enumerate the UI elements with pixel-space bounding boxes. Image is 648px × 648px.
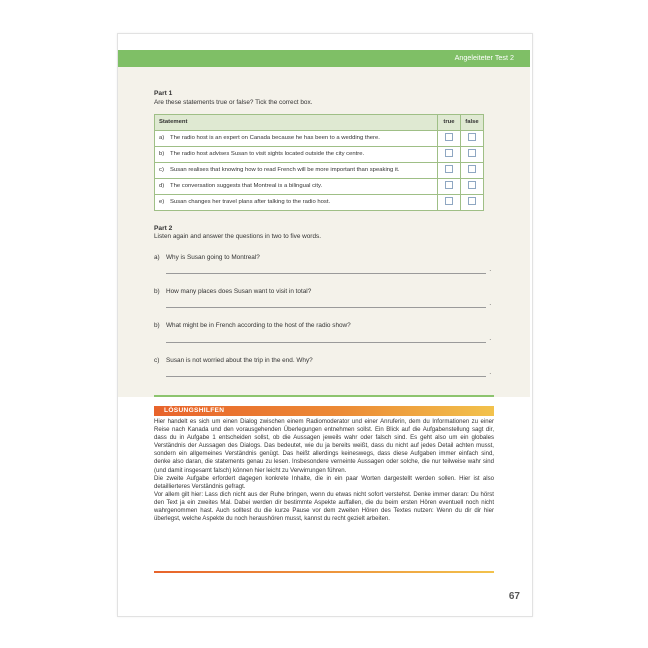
row-text: The radio host is an expert on Canada because he has been to a wedding there.: [170, 134, 380, 141]
question-label: b): [154, 288, 160, 296]
table-header-row: [155, 114, 484, 130]
row-text: The radio host advises Susan to visit sights located outside the city centre.: [170, 150, 365, 157]
col-statement: Statement: [155, 114, 438, 130]
question: [154, 357, 494, 365]
true-checkbox[interactable]: [445, 165, 453, 173]
loesungshilfen-text: [154, 418, 494, 523]
part2-section: [154, 225, 494, 377]
false-checkbox[interactable]: [468, 181, 476, 189]
document-page: [117, 33, 533, 617]
col-true: true: [438, 114, 461, 130]
true-checkbox[interactable]: [445, 149, 453, 157]
false-checkbox[interactable]: [468, 149, 476, 157]
table-row: [155, 178, 484, 194]
part1-instruction: Are these statements true or false? Tick the correct box.: [154, 98, 313, 106]
question: [154, 288, 494, 296]
table-row: [155, 146, 484, 162]
question-label: c): [154, 356, 160, 364]
exercise-content: [154, 90, 494, 377]
paragraph: Die zweite Aufgabe erfordert dagegen konkrete Inhalte, die in ein paar Worten dargestellt werden sollen. Hier ist also detaillierteres Verständnis gefragt.: [154, 475, 494, 490]
table-row: [155, 130, 484, 146]
row-text: Susan realises that knowing how to read French will be more important than speaking it.: [170, 166, 400, 173]
question-text: What might be in French according to the host of the radio show?: [166, 322, 351, 330]
answer-line[interactable]: [166, 335, 491, 343]
table-row: [155, 162, 484, 178]
page-number: 67: [508, 591, 520, 602]
line-end: .: [489, 370, 491, 377]
answer-line[interactable]: [166, 301, 491, 308]
header-title: Angeleiteter Test 2: [454, 53, 514, 62]
answer-line[interactable]: [166, 267, 491, 274]
true-checkbox[interactable]: [445, 181, 453, 189]
statement-table: [154, 114, 484, 211]
row-label: d): [159, 182, 165, 189]
answer-line[interactable]: [166, 370, 491, 377]
line-end: .: [489, 335, 491, 342]
false-checkbox[interactable]: [468, 197, 476, 205]
header-bar: [118, 50, 530, 67]
part1-title: Part 1: [154, 90, 173, 97]
true-checkbox[interactable]: [445, 133, 453, 141]
question-text: How many places does Susan want to visit in total?: [166, 288, 312, 296]
true-checkbox[interactable]: [445, 197, 453, 205]
part2-title: Part 2: [154, 224, 173, 232]
question: [154, 254, 494, 262]
row-label: a): [159, 134, 165, 141]
row-label: c): [159, 166, 164, 173]
false-checkbox[interactable]: [468, 133, 476, 141]
row-label: b): [159, 150, 165, 157]
line-end: .: [489, 301, 491, 308]
table-row: [155, 194, 484, 210]
loesungshilfen-title: LÖSUNGSHILFEN: [164, 407, 225, 414]
question-label: a): [154, 253, 160, 261]
line-end: .: [489, 267, 491, 274]
section-divider: [154, 395, 494, 397]
question-text: Why is Susan going to Montreal?: [166, 253, 260, 261]
row-text: Susan changes her travel plans after talking to the radio host.: [170, 198, 331, 205]
row-text: The conversation suggests that Montreal is a bilingual city.: [170, 182, 323, 189]
col-false: false: [461, 114, 484, 130]
paragraph: Hier handelt es sich um einen Dialog zwischen einem Radiomoderator und einer Anruferin, dem du Informationen zu einer Reise nach Kanada und den vorausgehenden Überlegungen entnehmen sollst. Ein Blick auf die Aufgabenstellung sagt dir, dass du in Aufgabe 1 entscheiden sollst, ob die Aussagen jeweils wahr oder falsch sind. Es geht also um ein globales Verständnis der Aussagen des Dialogs. Das bedeutet, wie du ja bereits weißt, dass du nicht auf jedes Detail achten musst, sondern ein allgemeines Verständnis genügt. Das heißt allerdings keineswegs, dass diese Aufgaben immer einfach sind, denke also daran, die statements genau zu lesen. Insbesondere verneinte Aussagen oder solche, die nur teilweise wahr sind (und damit insgesamt falsch) können hier leicht zu Verwirrungen führen.: [154, 419, 494, 474]
question-text: Susan is not worried about the trip in the end. Why?: [166, 356, 313, 364]
bottom-divider: [154, 571, 494, 573]
question: [154, 322, 494, 330]
paragraph: Vor allem gilt hier: Lass dich nicht aus der Ruhe bringen, wenn du etwas nicht sofort verstehst. Denke immer daran: Du hörst den Text ja ein zweites Mal. Dabei werden dir bestimmte Aspekte auffallen, die du beim ersten Hören eventuell noch nicht wahrgenommen hast. Auch solltest du die kurze Pause vor dem zweiten Hören des Textes nutzen: Wenn du dir dir hier überlegst, welche Aspekte du noch heraushören musst, kannst du recht gezielt arbeiten.: [154, 491, 494, 523]
false-checkbox[interactable]: [468, 165, 476, 173]
question-label: b): [154, 322, 160, 330]
row-label: e): [159, 198, 165, 205]
part2-instruction: Listen again and answer the questions in two to five words.: [154, 233, 321, 241]
loesungshilfen-header: [154, 406, 494, 416]
